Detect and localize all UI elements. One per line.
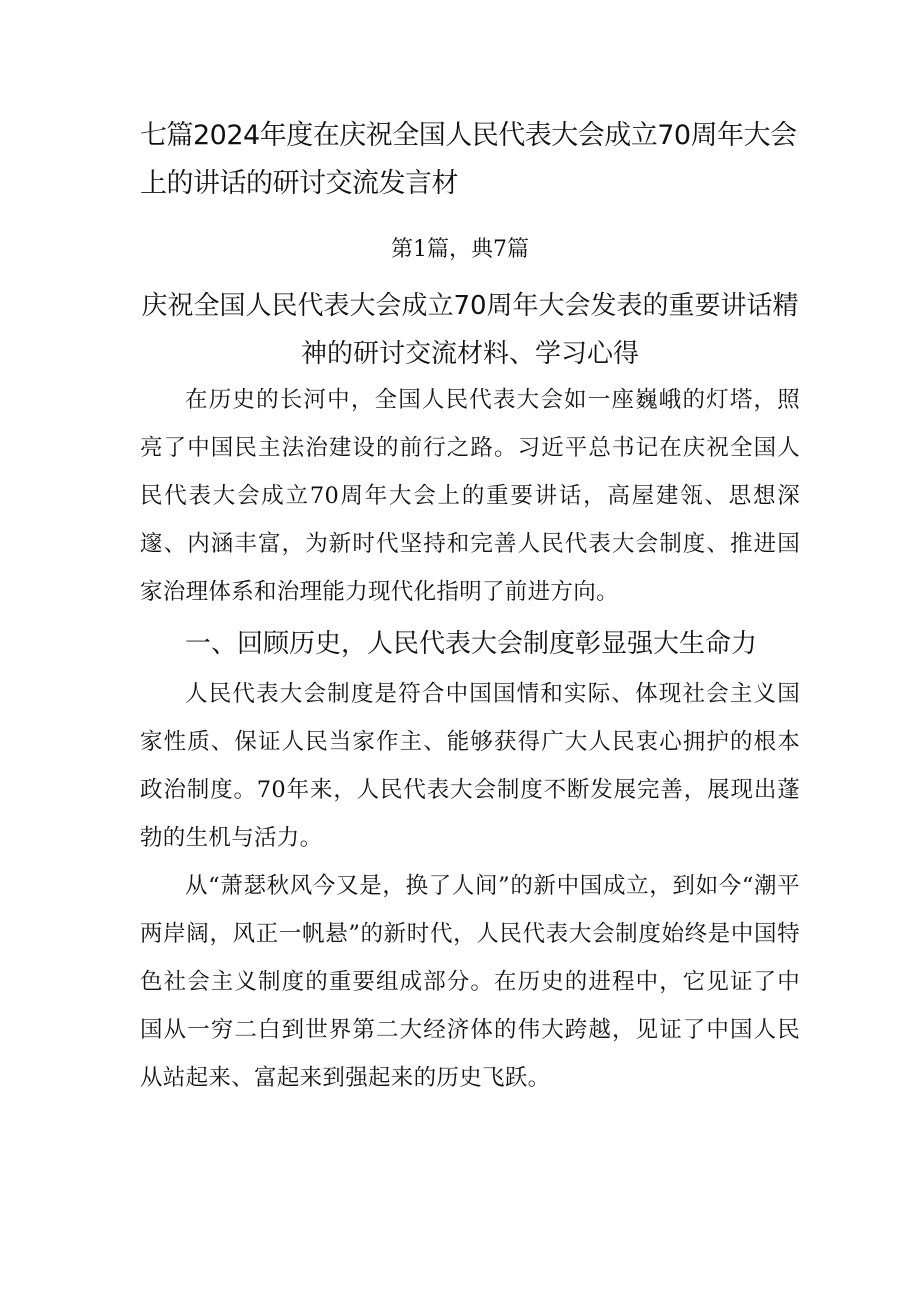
paragraph-intro: 在历史的长河中，全国人民代表大会如一座巍峨的灯塔，照亮了中国民主法治建设的前行之路。习近平总书记在庆祝全国人民代表大会成立70周年大会上的重要讲话，高屋建瓴、思想深邃、内涵丰富，为新时代坚持和完善人民代表大会制度、推进国家治理体系和治理能力现代化指明了前进方向。 [140,387,800,605]
article-title: 庆祝全国人民代表大会成立70周年大会发表的重要讲话精神的研讨交流材料、学习心得 [141,291,799,369]
paragraph-history: 从“萧瑟秋风今又是，换了人间”的新中国成立，到如今“潮平两岸阔，风正一帆悬”的新时代，人民代表大会制度始终是中国特色社会主义制度的重要组成部分。在历史的进程中，它见证了中国从一穷二白到世界第二大经济体的伟大跨越，见证了中国人民从站起来、富起来到强起来的历史飞跃。 [140,873,800,1091]
document-title: 七篇2024年度在庆祝全国人民代表大会成立70周年大会上的讲话的研讨交流发言材 [140,120,797,199]
section-heading: 一、回顾历史，人民代表大会制度彰显强大生命力 [185,629,758,659]
paragraph-system: 人民代表大会制度是符合中国国情和实际、体现社会主义国家性质、保证人民当家作主、能够获得广大人民衷心拥护的根本政治制度。70年来，人民代表大会制度不断发展完善，展现出蓬勃的生机与活力。 [140,681,800,851]
part-label: 第1篇，典7篇 [391,237,529,262]
